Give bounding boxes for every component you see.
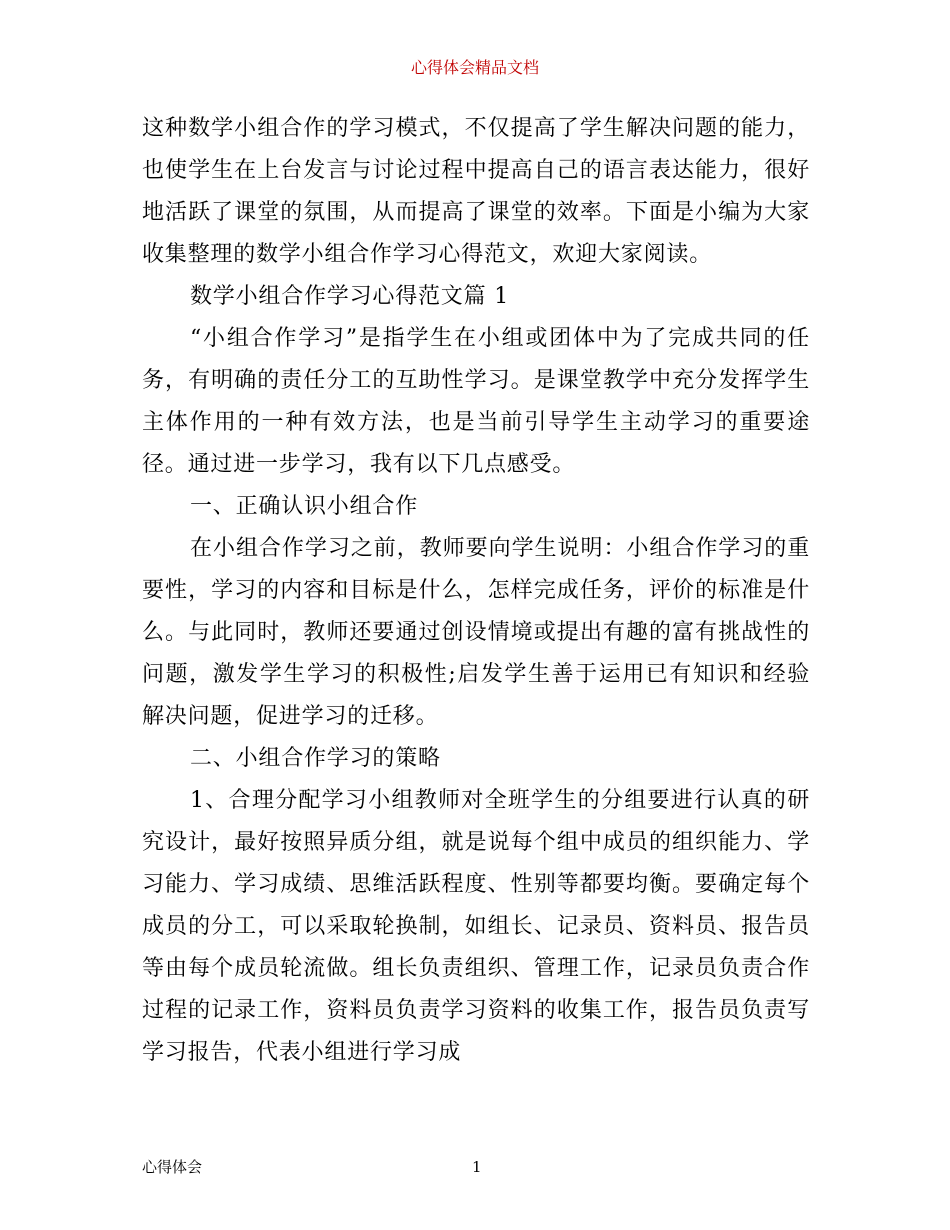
before-group-work-paragraph: 在小组合作学习之前，教师要向学生说明：小组合作学习的重要性，学习的内容和目标是什么，怎样完成任务，评价的标准是什么。与此同时，教师还要通过创设情境或提出有趣的富有挑战性的问题，激发学生学习的积极性;启发学生善于运用已有知识和经验解决问题，促进学习的迁移。	[142, 536, 810, 729]
document-body	[142, 108, 810, 1074]
page-footer	[142, 1157, 810, 1177]
section-title: 数学小组合作学习心得范文篇 1	[190, 284, 509, 309]
strategy-paragraph: 1、合理分配学习小组教师对全班学生的分组要进行认真的研究设计，最好按照异质分组，就是说每个组中成员的组织能力、学习能力、学习成绩、思维活跃程度、性别等都要均衡。要确定每个成员的分工，可以采取轮换制，如组长、记录员、资料员、报告员等由每个成员轮流做。组长负责组织、管理工作，记录员负责合作过程的记录工作，资料员负责学习资料的收集工作，报告员负责写学习报告，代表小组进行学习成	[142, 788, 810, 1065]
definition-paragraph: “小组合作学习”是指学生在小组或团体中为了完成共同的任务，有明确的责任分工的互助性学习。是课堂教学中充分发挥学生主体作用的一种有效方法，也是当前引导学生主动学习的重要途径。通过进一步学习，我有以下几点感受。	[142, 326, 810, 477]
footer-label: 心得体会	[142, 1158, 203, 1176]
page-header-title: 心得体会精品文档	[410, 58, 539, 77]
page-number: 1	[472, 1158, 482, 1176]
intro-paragraph: 这种数学小组合作的学习模式，不仅提高了学生解决问题的能力，也使学生在上台发言与讨论过程中提高自己的语言表达能力，很好地活跃了课堂的氛围，从而提高了课堂的效率。下面是小编为大家收集整理的数学小组合作学习心得范文，欢迎大家阅读。	[142, 116, 810, 267]
heading-strategy: 二、小组合作学习的策略	[190, 746, 441, 771]
heading-understand-group-work: 一、正确认识小组合作	[190, 494, 419, 519]
